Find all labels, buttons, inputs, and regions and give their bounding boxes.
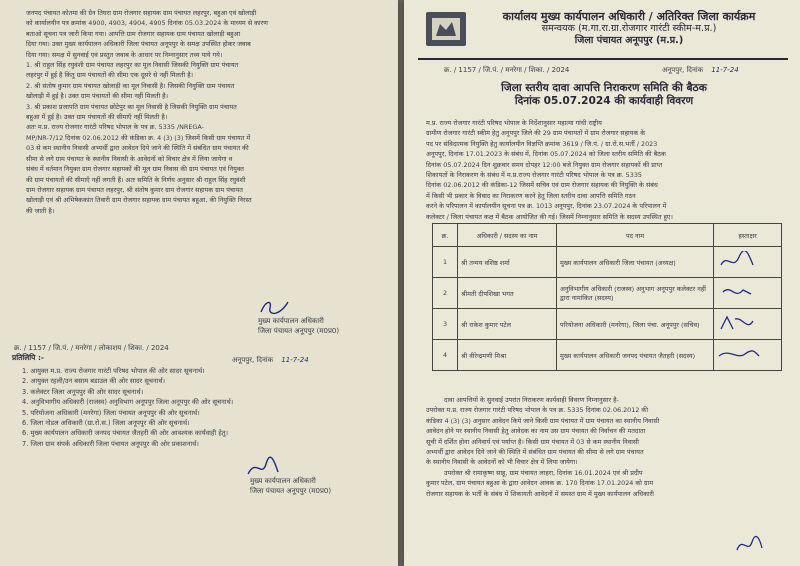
col-header-number: क्र. xyxy=(433,224,458,247)
signature-scribble-icon xyxy=(717,313,757,333)
body-line: 3. श्री प्रकाश प्रजापति ग्राम पंचायत छोटेपुर का मूल निवासी है जिसकी नियुक्ति ग्राम पंचायत xyxy=(26,102,237,111)
signature-block-1 xyxy=(258,316,339,336)
body-line: को कार्यालयीन पत्र क्रमांक 4900, 4903, 4904, 4905 दिनांक 05.03.2024 के माध्यम से कारण xyxy=(26,19,268,28)
copy-item: 2. आयुक्त रहली/उन बसाम बडाउल की ओर सादर सूचनार्थ। xyxy=(22,377,166,386)
copy-item: 6. मुख्य कार्यपालन अधिकारी जनपद पंचायत जैतहरी की ओर आवश्यक कार्यवाही हेतु। xyxy=(22,429,228,438)
copy-item: 1. आयुक्त म.प्र. राज्य रोजगार गारंटी परिषद भोपाल की ओर सादर सूचनार्थ। xyxy=(22,367,205,375)
cell-post: मुख्य कार्यपालन अधिकारी जिला पंचायत (अध्यक्ष) xyxy=(557,247,714,278)
place-date-label: अनूपपुर, दिनांक xyxy=(662,66,704,74)
copy-item: 6. जिला नोडल अधिकारी (ग्रा.रो.स.) जिला अनूपपुर की ओर सूचनार्थ। xyxy=(22,419,190,428)
body-line: अनूपपुर, दिनांक 17.01.2023 के संबंध में, दिनांक 05.07.2024 को जिला स्तरीय समिति की बैठक xyxy=(426,150,666,159)
copy-item: 3. कलेक्टर जिला अनूपपुर की ओर सादर सूचनार्थ। xyxy=(22,387,144,396)
copy-item: 4. अनुविभागीय अधिकारी (राजस्व) अनुविभाग अनूपपुर जिला अनूपपुर की ओर सूचनार्थ। xyxy=(22,398,234,407)
meeting-title: जिला स्तरीय दावा आपत्ति निराकरण समिति की बैठक xyxy=(501,82,707,94)
body-line: में किसी भी प्रकार के विवाद का निराकरण करने हेतु जिला स्तरीय दावा आपत्ति समिति गठन xyxy=(426,191,636,200)
body-line: खोलाड़ी में हुई है। उक्त ग्राम पंचायतों की सीमा नहीं मिलती है। xyxy=(26,92,168,101)
table-row xyxy=(433,309,782,340)
signature-scribble-icon xyxy=(717,282,757,302)
body-line: कुमार पटेल, ग्राम पंचायत बहुआ के द्वारा आवेदन आवक क्र. 170 दिनांक 17.01.2024 को ग्राम xyxy=(426,479,654,488)
body-line: की जाती है। xyxy=(26,206,55,215)
body-line: की ग्राम पंचायतों की सीमाएँ नहीं लगती हैं। अतः समिति के निर्णय अनुसार श्री राहुल सिंह रघुवंशी xyxy=(26,175,246,184)
body-line: म.प्र. राज्य रोजगार गारंटी परिषद भोपाल के निर्देशानुसार महात्मा गांधी राष्ट्रीय xyxy=(426,119,602,127)
office-header xyxy=(470,10,788,47)
body-line: रोजगार सहायक के भर्ती के संबंध में शिकायती आवेदनों में समस्त ग्राम में मुख्य कार्यपालन अधिकारी xyxy=(426,489,654,498)
cell-post: परियोजना अधिकारी (मनरेगा), जिला पंचा. अनूपपुर (सचिव) xyxy=(557,309,714,340)
cell-post: अनुविभागीय अधिकारी (राजस्व) अनुभाग अनूपपुर कलेक्टर नहीं द्वारा नामांकित (सदस्य) xyxy=(557,278,714,309)
body-line: 2. श्री संतोष कुमार ग्राम पंचायत खोलाड़ी का मूल निवासी है। जिसकी नियुक्ति ग्राम पंचायत xyxy=(26,81,235,90)
body-line: सूची में दर्शित होना अनिवार्य एवं पर्याप्त है। किसी ग्राम पंचायत में 03 से कम स्थानीय निवासी xyxy=(426,437,639,446)
left-reference-line xyxy=(14,344,169,353)
intro-text xyxy=(426,118,786,222)
col-header-post: पद नाम xyxy=(557,224,714,247)
right-reference-date xyxy=(662,66,739,75)
body-line: संबंध में वर्तमान नियुक्त ग्राम रोजगार सहायकों की मूल ग्राम निवास की ग्राम पंचायत एवं नियुक्त xyxy=(26,165,244,174)
header-rule xyxy=(418,58,788,60)
signature-scribble-icon xyxy=(717,344,761,364)
body-line: उपरोक्त म.प्र. राज्य रोजगार गारंटी परिषद भोपाल के पत्र क्र. 5335 दिनांक 02.06.2012 की xyxy=(426,406,648,415)
proceedings-text xyxy=(426,395,786,499)
body-line: बहुआ में हुई है। उक्त ग्राम पंचायतों की सीमाएँ नहीं मिलती है। xyxy=(26,113,168,122)
body-line: आवेदन होने पर स्थानीय निवासी हेतु आवेदक का नाम उस ग्राम पंचायत की निर्वाचन की मतदाता xyxy=(426,427,646,436)
cell-signature xyxy=(714,309,782,340)
table-header-row xyxy=(433,224,782,247)
body-line: पद पर संविदात्मक नियुक्ति हेतु कार्यालयीन विज्ञप्ति क्रमांक 3619 / जि.पं. / ग्रा.रो.स.भर्ती / 2023 xyxy=(426,139,658,148)
body-line: शिकायतों के निराकरण के संबंध में म.प्र.राज्य रोजगार गारंटी परिषद भोपाल के पत्र क्र. 5335 xyxy=(426,171,642,180)
cell-name: श्रीमती दीपशिखा भगत xyxy=(458,278,557,309)
cell-name: श्री राकेश कुमार पटेल xyxy=(458,309,557,340)
handwritten-date: 11-7-24 xyxy=(281,356,309,364)
body-line: दिनांक 02.06.2012 की कंडिका-12 जिसमें सचिव एवं ग्राम रोजगार सहायक की नियुक्ति के संबंध xyxy=(426,181,658,190)
office-subtitle: समन्वयक (म.गा.रा.ग्रा.रोजगार गारंटी स्कीम-म.प्र.) xyxy=(541,23,717,34)
signature-office: जिला पंचायत अनूपपुर (म0प्र0) xyxy=(258,327,340,335)
body-line: सीमा से लगे ग्राम पंचायत के स्थानीय निवासी के आवेदनों को विचार क्षेत्र में लिया जायेगा व xyxy=(26,154,233,163)
left-reference-date xyxy=(232,356,309,365)
attendance-table xyxy=(432,223,782,371)
body-line: 03 से कम स्थानीय निवासी अभ्यर्थी द्वारा आवेदन दिये जाने की स्थिति में संबंधित ग्राम पंचायत की xyxy=(26,144,249,153)
handwritten-date: 11-7-24 xyxy=(711,66,739,74)
signature-block-2 xyxy=(250,476,331,496)
body-line: दावा आपत्तियों के सुनवाई उपरांत निराकरण कार्यवाही विवरण निम्नानुसार है- xyxy=(444,396,619,404)
body-line: 1. श्री राहुल सिंह रघुवंशी ग्राम पंचायत लहरपुर का मूल निवासी जिसकी नियुक्ति ग्राम पंचायत xyxy=(26,61,239,70)
copy-distribution-list xyxy=(22,366,342,449)
body-line: लहरपुर में हुई है किंतु ग्राम पंचायतों की सीमा एक दूसरे से नहीं मिलती है। xyxy=(26,71,194,80)
emblem-icon xyxy=(426,12,466,46)
body-line: MP/NR-7/12 दिनांक 02.06.2012 की कंडिका क्र. 4 (3) (3) जिसमें किसी ग्राम पंचायत में xyxy=(26,133,251,142)
body-line: कंडिका 4 (3) (3) अनुसार आवेदन किये जाने किसी ग्राम पंचायत में ग्राम पंचायत का स्थानीय निवासी xyxy=(426,416,660,425)
table-row xyxy=(433,247,782,278)
cell-signature xyxy=(714,278,782,309)
body-line: ग्रामीण रोजगार गारंटी स्कीम हेतु अनूपपुर जिले की 29 ग्राम पंचायतों में ग्राम रोजगार सहायक के xyxy=(426,129,646,138)
meeting-heading xyxy=(424,82,784,108)
right-reference-line xyxy=(444,66,569,75)
copy-item: 7. जिला ग्राम संपर्क अधिकारी जिला पंचायत अनूपपुर की ओर प्रकाशनार्थ। xyxy=(22,439,199,448)
body-line: के स्थानीय निवासी के आवेदनों को भी विचार क्षेत्र में लिया जायेगा। xyxy=(426,458,578,467)
signature-designation: मुख्य कार्यपालन अधिकारी xyxy=(250,477,316,485)
signature-office: जिला पंचायत अनूपपुर (म0प्र0) xyxy=(250,487,332,495)
body-line: खोलाड़ी एवं श्री अभिषेककांत तिवारी ग्राम रोजगार सहायक ग्राम पंचायत बहुआ, की नियुक्ति निरस्त xyxy=(26,196,252,205)
copy-heading: प्रतिलिपि :- xyxy=(12,353,44,362)
left-document-page xyxy=(0,0,398,566)
cell-name: श्री वीरेन्द्रमणी मिश्रा xyxy=(458,340,557,371)
body-line: बताओ सूचना पत्र जारी किया गया। आपत्ति ग्राम रोजगार सहायक ग्राम पंचायत खोलाड़ी बहुआ xyxy=(26,29,241,38)
office-title: कार्यालय मुख्य कार्यपालन अधिकारी / अतिरिक्त जिला कार्यक्रम xyxy=(502,10,756,23)
meeting-subtitle: दिनांक 05.07.2024 की कार्यवाही विवरण xyxy=(514,95,694,107)
right-document-page xyxy=(404,0,800,566)
col-header-signature: हस्ताक्षर xyxy=(714,224,782,247)
col-header-name: अधिकारी / सदस्य का नाम xyxy=(458,224,557,247)
signature-scribble-icon xyxy=(717,251,757,271)
body-line: दिया गया। उक्त मुख्य कार्यपालन अधिकारी जिला पंचायत अनूपपुर के समक्ष उपस्थित होकर जवाब xyxy=(26,40,251,49)
reference-number: क्र. / 1157 / जि.पं. / मनरेगा / शिका. / 2024 xyxy=(444,66,570,74)
government-emblem-logo xyxy=(426,12,466,46)
cell-number: 2 xyxy=(433,278,458,309)
left-body-text xyxy=(26,8,378,216)
copy-item: 5. परियोजना अधिकारी (मनरेगा) जिला पंचायत अनूपपुर की ओर सूचनार्थ। xyxy=(22,408,200,417)
signature-designation: मुख्य कार्यपालन अधिकारी xyxy=(258,317,324,325)
cell-signature xyxy=(714,340,782,371)
body-line: जनपद पंचायत कोतमा की ग्रेन तिघरा ग्राम रोजगार सहायक ग्राम पंचायत लहरपुर, बहुआ एवं खोलाड़ी xyxy=(26,9,257,17)
reference-number: क्र. / 1157 / जि.पं. / मनरेगा / लोकाशय / शिका. / 2024 xyxy=(14,344,169,352)
table-row xyxy=(433,340,782,371)
office-district: जिला पंचायत अनूपपुर (म.प्र.) xyxy=(574,35,684,46)
body-line: कलेक्टर / जिला पंचायत कक्ष में बैठक आयोजित की गई। जिसमें निम्नानुसार समिति के सदस्य उपस्थित हुए। xyxy=(426,212,673,221)
body-line: ग्राम रोजगार सहायक ग्राम पंचायत लहरपुर, श्री संतोष कुमार ग्राम रोजगार सहायक ग्राम पंचायत xyxy=(26,185,243,194)
cell-signature xyxy=(714,247,782,278)
body-line: दिनांक 05.07.2024 दिन शुक्रवार समय दोपहर 12:00 बजे नियुक्त ग्राम रोजगार सहायकों की प्राप्त xyxy=(426,160,663,169)
place-date-label: अनूपपुर, दिनांक xyxy=(232,356,274,364)
table-row xyxy=(433,278,782,309)
body-line: दिया गया। समक्ष में सुनवाई एवं प्रस्तुत जवाब के आधार पर निम्नानुसार तथ्य पाये गये। xyxy=(26,50,223,59)
cell-number: 3 xyxy=(433,309,458,340)
cell-name: श्री तन्मय वशिष्ठ शर्मा xyxy=(458,247,557,278)
body-line: अतः म.प्र. राज्य रोजगार गारंटी परिषद भोपाल के पत्र क्र. 5335 /NREGA- xyxy=(26,123,204,132)
cell-number: 4 xyxy=(433,340,458,371)
cell-post: मुख्य कार्यपालन अधिकारी जनपद पंचायत जैतहरी (सदस्य) xyxy=(557,340,714,371)
body-line: करने के परिपालन में कार्यालयीन सूचना पत्र क्र. 1013 अनूपपुर, दिनांक 23.07.2024 के परिपालन में xyxy=(426,202,667,211)
body-line: अभ्यर्थी द्वारा आवेदन दिये जाने की स्थिति में संबंधित ग्राम पंचायत की सीमा से लगे ग्राम पंचायत xyxy=(426,448,644,457)
signature-scribble-icon xyxy=(734,534,764,556)
cell-number: 1 xyxy=(433,247,458,278)
body-line: उपरोक्त श्री रामाकृष्ण साहू, ग्राम पंचायत लाहरा, दिनांक 16.01.2024 एवं श्री प्रदीप xyxy=(444,468,643,477)
signature-scribble-icon xyxy=(258,296,292,318)
